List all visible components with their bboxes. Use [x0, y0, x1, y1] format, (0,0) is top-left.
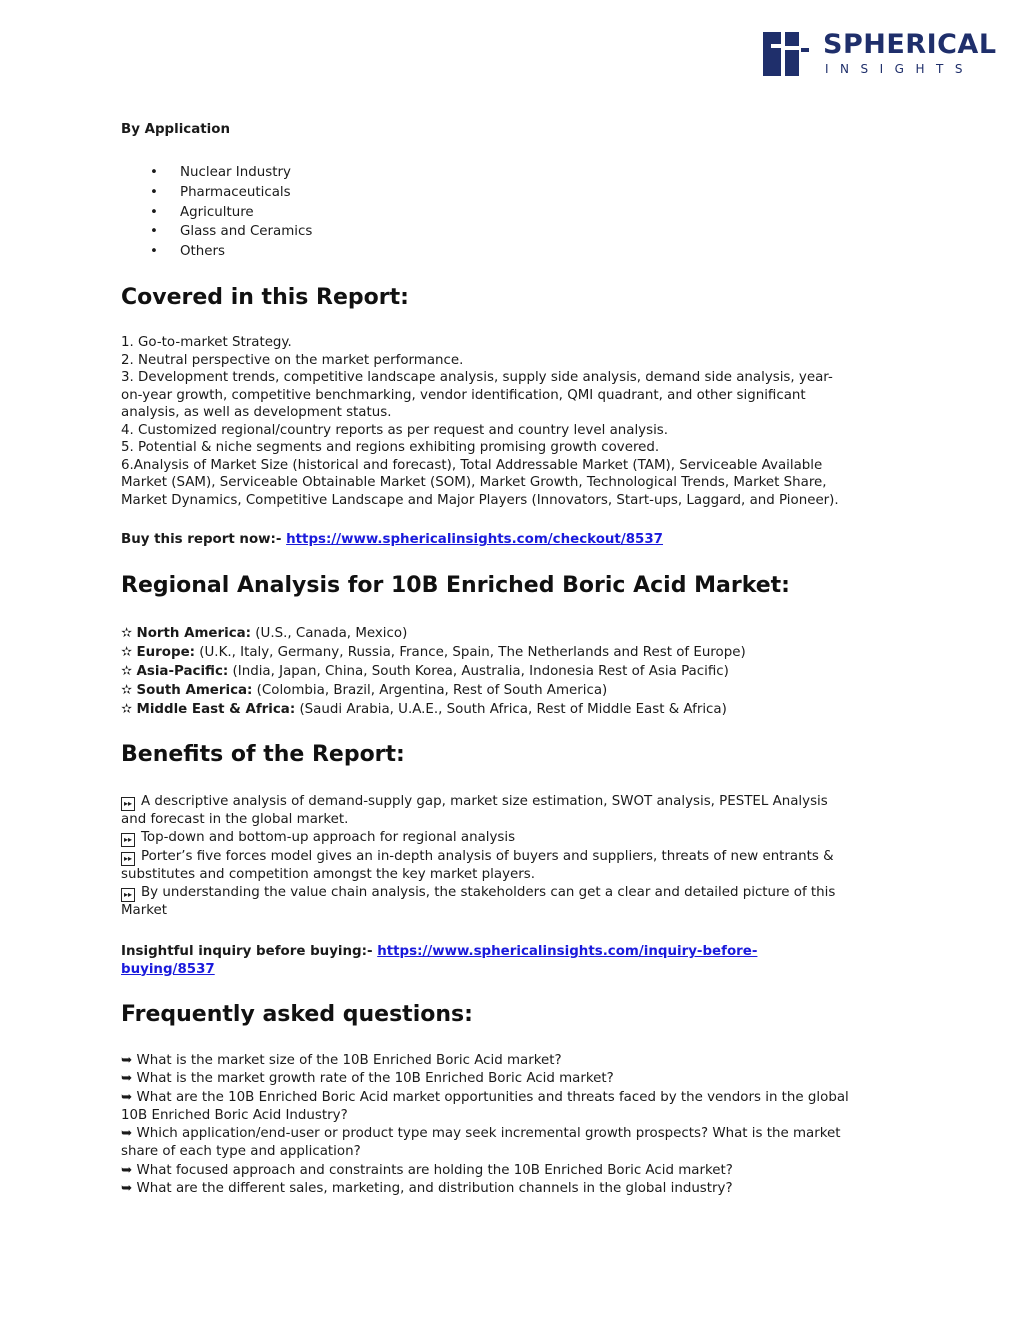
- list-item: ✫ Middle East & Africa: (Saudi Arabia, U.A.E., South Africa, Rest of Middle East & Africa): [121, 702, 727, 717]
- faq-item: ➥ What is the market growth rate of the 10B Enriched Boric Acid market?: [121, 1071, 614, 1087]
- covered-line: 5. Potential & niche segments and regions exhibiting promising growth covered.: [121, 440, 660, 455]
- list-item: • Pharmaceuticals: [121, 183, 312, 203]
- list-item: ✫ Asia-Pacific: (India, Japan, China, South Korea, Australia, Indonesia Rest of Asia Pacific): [121, 664, 729, 679]
- arrow-icon: ➥: [121, 1071, 133, 1087]
- arrow-icon: ➥: [121, 1181, 133, 1197]
- regional-heading: Regional Analysis for 10B Enriched Boric Acid Market:: [121, 573, 790, 598]
- benefits-heading: Benefits of the Report:: [121, 742, 405, 767]
- list-item: ▸▸ By understanding the value chain analysis, the stakeholders can get a clear and detailed picture of this: [121, 884, 911, 902]
- by-application-heading: By Application: [121, 122, 231, 137]
- logo-subtitle: INSIGHTS: [825, 62, 974, 76]
- regional-list: [121, 624, 911, 719]
- faq-item: ➥ What are the different sales, marketing, and distribution channels in the global industry?: [121, 1181, 733, 1197]
- bullet-icon: •: [150, 184, 158, 200]
- benefits-list: [121, 793, 911, 920]
- faq-list: [121, 1052, 911, 1198]
- star-icon: ✫: [121, 683, 133, 698]
- logo-name: SPHERICAL: [823, 29, 997, 60]
- bullet-icon: •: [150, 244, 158, 260]
- faq-item-continuation: share of each type and application?: [121, 1144, 361, 1160]
- list-item-continuation: substitutes and competition amongst the key market players.: [121, 866, 535, 882]
- inquiry-label: Insightful inquiry before buying:-: [121, 944, 373, 959]
- buy-label: Buy this report now:-: [121, 532, 282, 547]
- arrow-icon: ➥: [121, 1053, 133, 1068]
- checkout-link[interactable]: https://www.sphericalinsights.com/checkout/8537: [286, 532, 663, 547]
- fast-forward-icon: ▸▸: [121, 888, 135, 902]
- inquiry-link-continuation[interactable]: buying/8537: [121, 961, 215, 977]
- faq-item: ➥ What focused approach and constraints are holding the 10B Enriched Boric Acid market?: [121, 1162, 733, 1178]
- covered-line: 3. Development trends, competitive landscape analysis, supply side analysis, demand side analysis, year-: [121, 370, 833, 385]
- covered-line: 4. Customized regional/country reports as per request and country level analysis.: [121, 422, 669, 438]
- covered-line: Market (SAM), Serviceable Obtainable Market (SOM), Market Growth, Technological Trends, Market Share,: [121, 475, 827, 490]
- covered-line: Market Dynamics, Competitive Landscape and Major Players (Innovators, Start-ups, Laggard, and Pioneer).: [121, 492, 839, 508]
- faq-heading: Frequently asked questions:: [121, 1002, 473, 1027]
- covered-line: 1. Go-to-market Strategy.: [121, 335, 292, 350]
- covered-line: 2. Neutral perspective on the market performance.: [121, 352, 464, 368]
- list-item: • Others: [121, 242, 312, 262]
- company-logo: [763, 29, 997, 78]
- inquiry-line: [121, 943, 911, 978]
- covered-line: on-year growth, competitive benchmarking, vendor identification, QMI quadrant, and other significant: [121, 387, 806, 403]
- faq-item: ➥ Which application/end-user or product type may seek incremental growth prospects? What is the market: [121, 1126, 841, 1142]
- arrow-icon: ➥: [121, 1126, 133, 1142]
- list-item: ▸▸ A descriptive analysis of demand-supply gap, market size estimation, SWOT analysis, PESTEL Analysis: [121, 793, 911, 811]
- covered-heading: Covered in this Report:: [121, 285, 409, 310]
- star-icon: ✫: [121, 645, 133, 660]
- arrow-icon: ➥: [121, 1162, 133, 1178]
- bullet-icon: •: [150, 224, 158, 240]
- spherical-insights-logo-mark-icon: [763, 30, 813, 78]
- covered-line: 6.Analysis of Market Size (historical and forecast), Total Addressable Market (TAM), Serviceable Available: [121, 457, 823, 473]
- list-item: ✫ South America: (Colombia, Brazil, Argentina, Rest of South America): [121, 683, 608, 698]
- list-item-continuation: Market: [121, 903, 168, 919]
- application-list: [121, 163, 312, 262]
- list-item: ✫ North America: (U.S., Canada, Mexico): [121, 626, 408, 641]
- list-item: ▸▸ Top-down and bottom-up approach for regional analysis: [121, 829, 911, 847]
- bullet-icon: •: [150, 204, 158, 220]
- fast-forward-icon: ▸▸: [121, 852, 135, 866]
- star-icon: ✫: [121, 626, 133, 641]
- covered-line: analysis, as well as development status.: [121, 405, 392, 420]
- bullet-icon: •: [150, 165, 158, 180]
- inquiry-link[interactable]: https://www.sphericalinsights.com/inquiry-before-: [377, 944, 758, 959]
- list-item-continuation: and forecast in the global market.: [121, 812, 349, 828]
- list-item: ▸▸ Porter’s five forces model gives an in-depth analysis of buyers and suppliers, threats of new entrants &: [121, 848, 911, 866]
- covered-text: [121, 334, 911, 509]
- list-item: • Glass and Ceramics: [121, 222, 312, 242]
- list-item: ✫ Europe: (U.K., Italy, Germany, Russia, France, Spain, The Netherlands and Rest of Europe): [121, 645, 746, 660]
- faq-item: ➥ What is the market size of the 10B Enriched Boric Acid market?: [121, 1053, 562, 1068]
- list-item: • Nuclear Industry: [121, 163, 312, 183]
- fast-forward-icon: ▸▸: [121, 797, 135, 811]
- arrow-icon: ➥: [121, 1089, 133, 1105]
- star-icon: ✫: [121, 664, 133, 679]
- faq-item-continuation: 10B Enriched Boric Acid Industry?: [121, 1107, 348, 1123]
- star-icon: ✫: [121, 702, 133, 717]
- faq-item: ➥ What are the 10B Enriched Boric Acid market opportunities and threats faced by the vendors in the global: [121, 1089, 849, 1105]
- buy-line: [121, 531, 911, 549]
- fast-forward-icon: ▸▸: [121, 833, 135, 847]
- list-item: • Agriculture: [121, 203, 312, 223]
